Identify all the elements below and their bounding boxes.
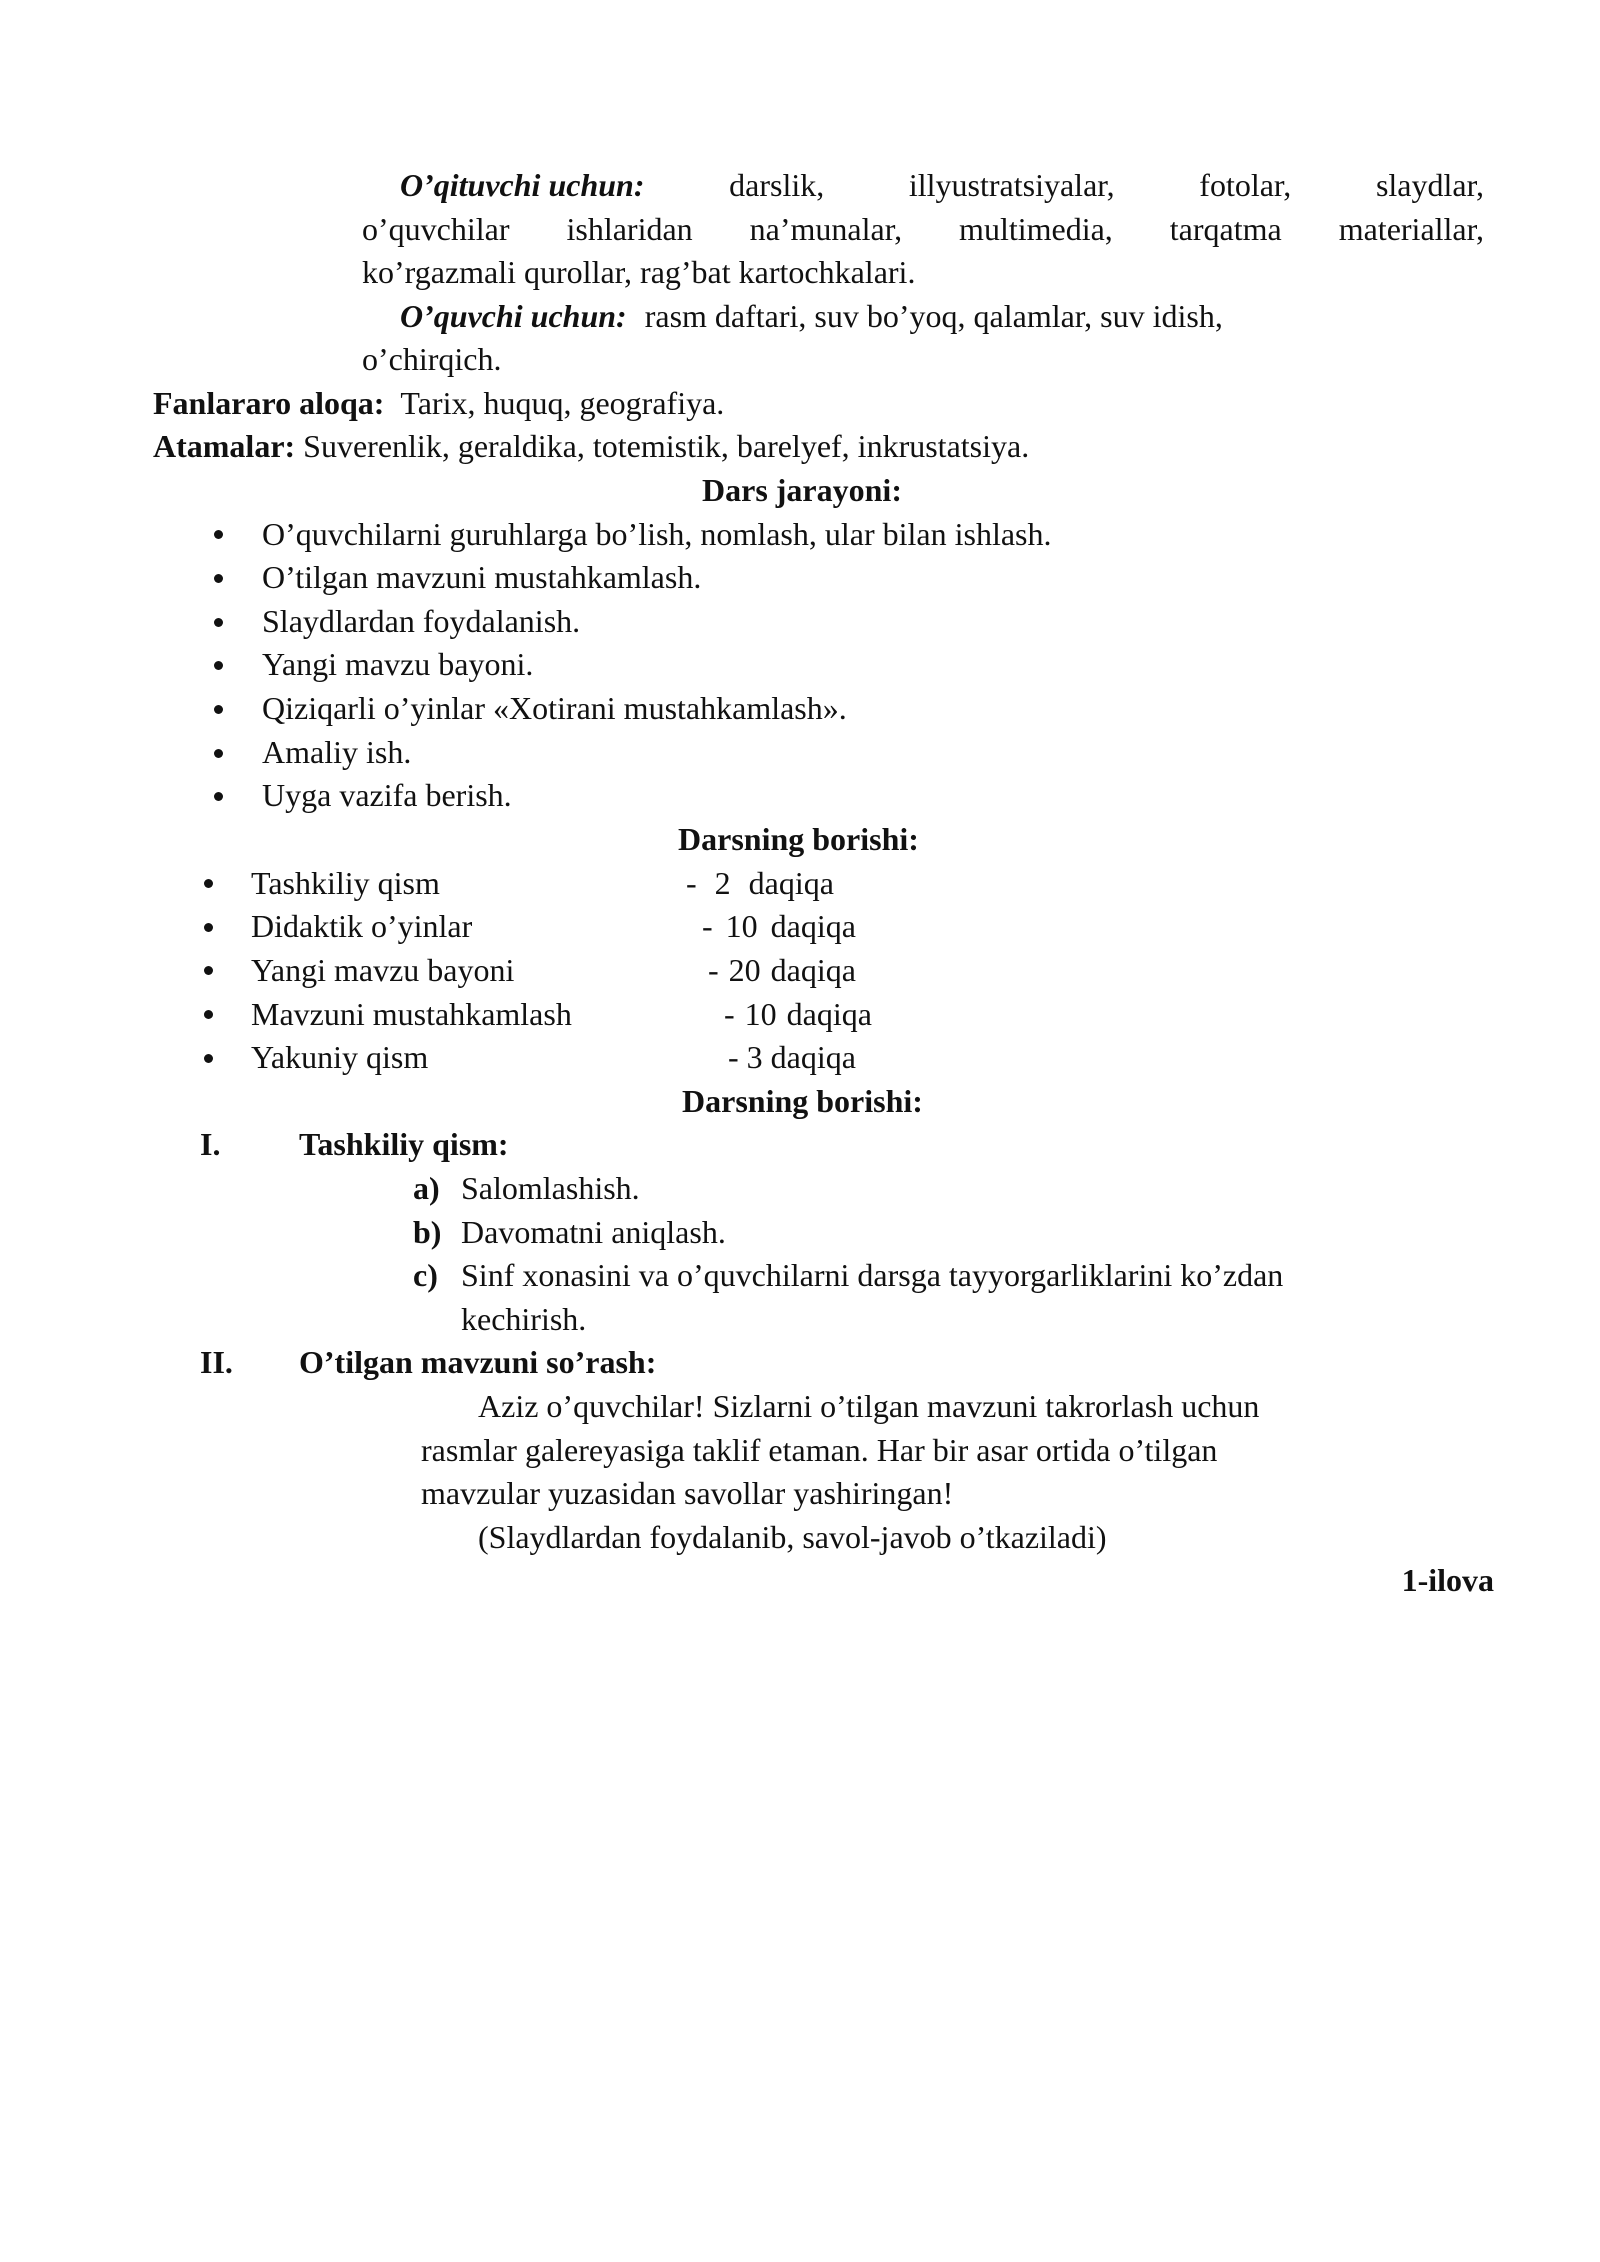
schedule-stage: Yangi mavzu bayoni bbox=[251, 952, 515, 988]
review-paragraph-line: rasmlar galereyasiga taklif etaman. Har bir asar ortida o’tilgan bbox=[421, 1432, 1218, 1468]
item-text: Davomatni aniqlash. bbox=[461, 1214, 726, 1250]
process-item-text: Slaydlardan foydalanish. bbox=[262, 603, 581, 639]
bullet-icon bbox=[214, 574, 223, 583]
schedule-duration: - 10 daqiqa bbox=[724, 996, 872, 1032]
teacher-materials-line3: ko’rgazmali qurollar, rag’bat kartochkalari. bbox=[362, 254, 916, 290]
section-title: Tashkiliy qism: bbox=[299, 1126, 509, 1162]
interdisciplinary-label: Fanlararo aloqa: bbox=[153, 385, 385, 421]
schedule-heading: Darsning borishi: bbox=[678, 821, 919, 857]
bullet-icon bbox=[204, 966, 213, 975]
process-item-text: Amaliy ish. bbox=[262, 734, 412, 770]
item-text-continuation: kechirish. bbox=[461, 1301, 587, 1337]
bullet-icon bbox=[214, 792, 223, 801]
student-materials-line2: o’chirqich. bbox=[362, 341, 502, 377]
bullet-icon bbox=[214, 661, 223, 670]
bullet-icon bbox=[204, 1054, 213, 1063]
bullet-icon bbox=[204, 879, 213, 888]
schedule-stage: Mavzuni mustahkamlash bbox=[251, 996, 572, 1032]
bullet-icon bbox=[214, 530, 223, 539]
bullet-icon bbox=[214, 705, 223, 714]
item-letter: c) bbox=[413, 1257, 438, 1293]
teacher-materials-line2: o’quvchilar ishlaridan na’munalar, multimedia, tarqatma materiallar, bbox=[362, 211, 1484, 247]
schedule-duration: - 10 daqiqa bbox=[702, 908, 856, 944]
bullet-icon bbox=[204, 923, 213, 932]
terms-text: Suverenlik, geraldika, totemistik, barelyef, inkrustatsiya. bbox=[303, 428, 1030, 464]
item-text: Salomlashish. bbox=[461, 1170, 640, 1206]
section-title: O’tilgan mavzuni so’rash: bbox=[299, 1344, 657, 1380]
schedule-stage: Didaktik o’yinlar bbox=[251, 908, 473, 944]
schedule-duration: - 2 daqiqa bbox=[686, 865, 834, 901]
process-item-text: Qiziqarli o’yinlar «Xotirani mustahkamlash». bbox=[262, 690, 847, 726]
schedule-stage: Tashkiliy qism bbox=[251, 865, 440, 901]
process-item-text: O’quvchilarni guruhlarga bo’lish, nomlash, ular bilan ishlash. bbox=[262, 516, 1052, 552]
process-item-text: O’tilgan mavzuni mustahkamlash. bbox=[262, 559, 702, 595]
schedule-stage: Yakuniy qism bbox=[251, 1039, 429, 1075]
bullet-icon bbox=[214, 749, 223, 758]
terms-label: Atamalar: bbox=[153, 428, 296, 464]
bullet-icon bbox=[214, 618, 223, 627]
teacher-label: O’qituvchi uchun: bbox=[400, 167, 645, 203]
review-paragraph-line: Aziz o’quvchilar! Sizlarni o’tilgan mavzuni takrorlash uchun bbox=[478, 1388, 1260, 1424]
student-label: O’quvchi uchun: bbox=[400, 298, 627, 334]
review-paragraph-line: mavzular yuzasidan savollar yashiringan! bbox=[421, 1475, 954, 1511]
teacher-word: slaydlar, bbox=[1375, 167, 1484, 203]
student-materials-line1 bbox=[400, 295, 1223, 339]
appendix-label: 1-ilova bbox=[1401, 1562, 1494, 1598]
interdisciplinary-line bbox=[153, 382, 724, 426]
process-item-text: Uyga vazifa berish. bbox=[262, 777, 512, 813]
process-item-text: Yangi mavzu bayoni. bbox=[262, 646, 534, 682]
item-text: Sinf xonasini va o’quvchilarni darsga tayyorgarliklarini ko’zdan bbox=[461, 1257, 1284, 1293]
teacher-materials-line1 bbox=[400, 164, 1484, 208]
teacher-word: darslik, bbox=[729, 167, 825, 203]
section-number: I. bbox=[200, 1126, 221, 1162]
review-note: (Slaydlardan foydalanib, savol-javob o’tkaziladi) bbox=[478, 1519, 1107, 1555]
teacher-word: fotolar, bbox=[1199, 167, 1292, 203]
teacher-word: illyustratsiyalar, bbox=[908, 167, 1115, 203]
interdisciplinary-text: Tarix, huquq, geografiya. bbox=[400, 385, 725, 421]
student-materials-text: rasm daftari, suv bo’yoq, qalamlar, suv idish, bbox=[644, 298, 1223, 334]
section-number: II. bbox=[200, 1344, 233, 1380]
terms-line bbox=[153, 425, 1029, 469]
schedule-duration: - 3 daqiqa bbox=[728, 1039, 856, 1075]
schedule-duration: - 20 daqiqa bbox=[708, 952, 856, 988]
bullet-icon bbox=[204, 1010, 213, 1019]
item-letter: a) bbox=[413, 1170, 440, 1206]
item-letter: b) bbox=[413, 1214, 442, 1250]
course-heading: Darsning borishi: bbox=[682, 1083, 923, 1119]
process-heading: Dars jarayoni: bbox=[702, 472, 902, 508]
